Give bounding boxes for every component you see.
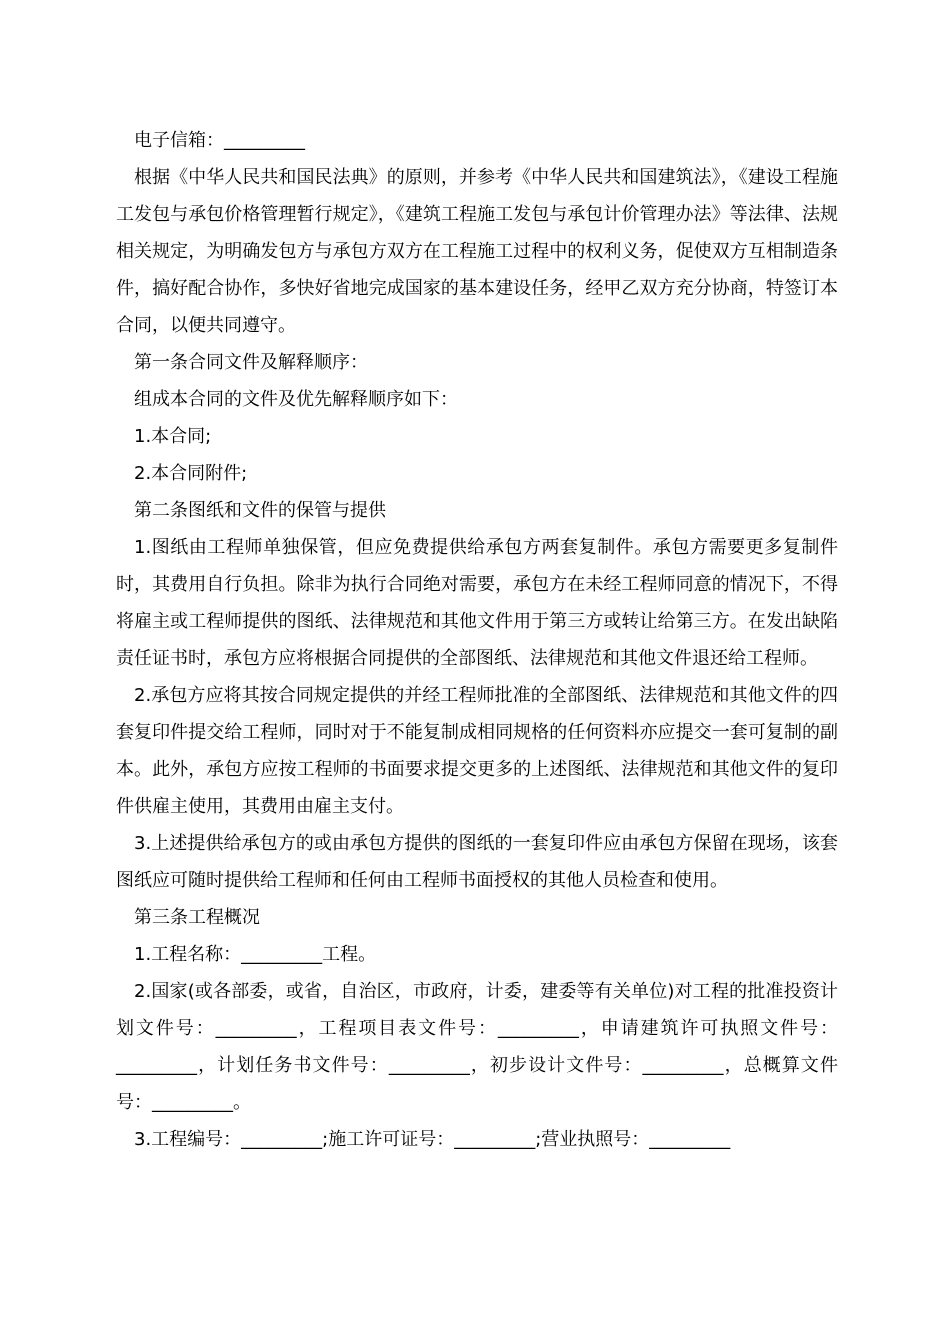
article-3-item-1: 1.工程名称：_________工程。 xyxy=(134,944,377,965)
article-2-item-1: 1.图纸由工程师单独保管，但应免费提供给承包方两套复制件。承包方需要更多复制件时，其费用自行负担。除非为执行合同绝对需要，承包方在未经工程师同意的情况下，不得将雇主或工程师提供的图纸、法律规范和其他文件用于第三方或转让给第三方。在发出缺陷责任证书时，承包方应将根据合同提供的全部图纸、法律规范和其他文件退还给工程师。 xyxy=(116,537,838,669)
article-2-item-3: 3.上述提供给承包方的或由承包方提供的图纸的一套复印件应由承包方保留在现场，该套图纸应可随时提供给工程师和任何由工程师书面授权的其他人员检查和使用。 xyxy=(116,833,838,891)
document-body xyxy=(116,122,838,1158)
article-2-heading: 第二条图纸和文件的保管与提供 xyxy=(134,500,386,521)
email-line: 电子信箱：_________ xyxy=(134,130,305,151)
preamble-paragraph: 根据《中华人民共和国民法典》的原则，并参考《中华人民共和国建筑法》，《建设工程施工发包与承包价格管理暂行规定》，《建筑工程施工发包与承包计价管理办法》等法律、法规相关规定，为明确发包方与承包方双方在工程施工过程中的权利义务，促使双方互相制造条件，搞好配合协作，多快好省地完成国家的基本建设任务，经甲乙双方充分协商，特签订本合同，以便共同遵守。 xyxy=(116,167,838,336)
article-1-item-1: 1.本合同; xyxy=(134,426,212,447)
article-3-item-3: 3.工程编号：_________;施工许可证号：_________;营业执照号：_________ xyxy=(134,1129,731,1150)
article-1-item-2: 2.本合同附件; xyxy=(134,463,248,484)
article-1-heading: 第一条合同文件及解释顺序： xyxy=(134,352,368,373)
article-3-item-2: 2.国家(或各部委，或省，自治区，市政府，计委，建委等有关单位)对工程的批准投资计划文件号：_________，工程项目表文件号：_________，申请建筑许可执照文件号：_________，计划任务书文件号：_________，初步设计文件号：_________，总概算文件号：_________。 xyxy=(116,981,838,1113)
article-2-item-2: 2.承包方应将其按合同规定提供的并经工程师批准的全部图纸、法律规范和其他文件的四套复印件提交给工程师，同时对于不能复制成相同规格的任何资料亦应提交一套可复制的副本。此外，承包方应按工程师的书面要求提交更多的上述图纸、法律规范和其他文件的复印件供雇主使用，其费用由雇主支付。 xyxy=(116,685,838,817)
article-1-intro: 组成本合同的文件及优先解释顺序如下： xyxy=(134,389,458,410)
article-3-heading: 第三条工程概况 xyxy=(134,907,260,928)
